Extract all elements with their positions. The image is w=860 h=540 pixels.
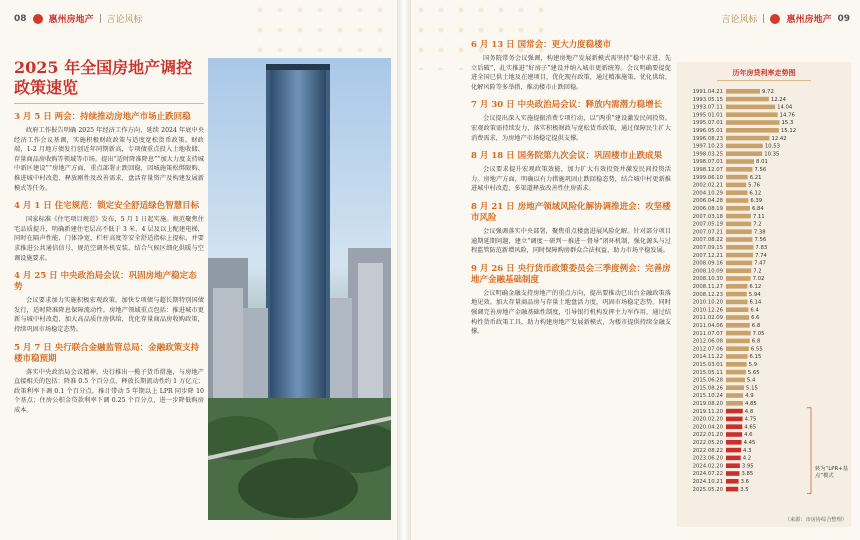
category-label: 2024.07.22 [692,471,723,478]
bar [726,440,742,445]
value-label: 5.4 [746,377,756,384]
value-label: 6.6 [751,315,760,322]
bar [726,261,752,266]
bar [726,292,747,297]
brand-name: 惠州房地产 [48,15,94,25]
section-body: 政府工作报告明确 2025 年经济工作方向，延续 2024 年底中央经济工作会议基调，实施积极财政政策与适度宽松货币政策。财政端，1-2 月地方债发行创近年同期新高，专项债重点投入土地收储、存量商品房收购等领域等市场。提出“适时降准降息”“加大力度支持城中新区建设”“房地产方面，重点部署止跌回稳，因城施策松绑限购、推进城中村改造、释放刚性及改善需求，盘活存量资产及构建发展新模式等任务。 [14,127,204,192]
skyline-illustration [208,58,391,520]
category-label: 2020.04.20 [692,424,723,431]
section-body: 会议要求提升宏观政策效能，加力扩大有效投资并激发民间投资活力。房地产方面，明确以有力措施巩固止跌回稳态势，结合城中村更新推进城中村改造，多渠道释放改善性住房需求。 [471,166,671,193]
bar-chart-plot [677,84,851,524]
bar [726,120,780,125]
category-label: 2025.05.20 [692,486,723,493]
value-label: 3.6 [740,479,750,485]
value-label: 5.9 [748,362,758,368]
city-skyline-photo [208,58,391,520]
section-heading: 4 月 25 日 中央政治局会议：巩固房地产稳定态势 [14,271,197,293]
bar [726,175,748,180]
bar [726,362,747,367]
bar [726,432,742,437]
category-label: 1998.07.01 [692,159,723,166]
page-title: 2025 年全国房地产调控政策速览 [14,58,193,97]
chart-title-divider [717,80,811,81]
category-label: 2015.05.11 [692,369,723,376]
left-header [14,12,143,25]
value-label: 6.84 [751,206,764,212]
value-label: 7.11 [752,213,765,220]
value-label: 15.3 [781,120,794,127]
value-label: 6.39 [750,198,763,205]
value-label: 6.8 [751,338,761,345]
category-label: 1991.04.21 [692,89,723,95]
bar [726,97,769,102]
mortgage-rate-chart [677,62,851,527]
value-label: 10.35 [764,151,780,158]
bar [726,206,750,211]
bar [726,323,750,328]
value-label: 6.4 [750,307,759,314]
section-block [14,112,204,193]
section-heading: 6 月 13 日 国常会：更大力度稳楼市 [471,40,612,50]
annotation-bracket [807,408,811,494]
bar [726,307,748,312]
value-label: 8.01 [756,159,768,166]
section-block [471,151,671,194]
section-heading: 5 月 7 日 央行联合金融监管总局：金融政策支持楼市稳预期 [14,342,200,364]
value-label: 5.65 [747,369,760,376]
value-label: 9.72 [762,89,774,95]
bar [726,463,740,468]
bar [726,105,775,110]
value-label: 15.12 [780,128,797,134]
bar [726,417,743,422]
value-label: 7.83 [755,245,768,251]
category-label: 2022.05.20 [692,440,723,446]
category-label: 2010.10.20 [692,299,723,306]
section-name: 言论风标 [721,15,758,25]
value-label: 5.76 [748,182,760,189]
bar [726,237,752,242]
brand-logo-icon [770,14,780,24]
section-heading: 9 月 26 日 央行货币政策委员会三季度例会：完善房地产金融基础制度 [471,263,671,285]
category-label: 2008.10.30 [692,276,723,283]
category-label: 2015.10.24 [692,393,723,400]
value-label: 7.74 [755,252,767,259]
bar [726,393,743,398]
category-label: 1996.08.23 [692,135,723,142]
bar [726,487,738,492]
value-label: 4.9 [745,393,754,400]
bar [726,229,752,234]
bar [726,128,779,133]
section-body: 会议要求加力实施积极宏观政策。加快专项债与超长期特别国债发行，适时降准降息保障流动性。房地产领域重点包括：推进城市更新与城中村改造，加大高品质住房供给，优化存量商品房收购政策，持续巩固市场稳定态势。 [14,297,204,333]
category-label: 2008.10.09 [692,268,723,275]
value-label: 6.21 [749,174,762,181]
value-label: 14.04 [777,104,793,111]
right-column [471,40,671,345]
section-body: 落实中央政治局会议精神，央行推出一揽子货币措施，与房地产直接相关的包括：降准 0.5 个百分点，释放长期流动性约 1 万亿元；政策利率下调 0.1 个百分点，推计带动 5 年期以上 LPR 同步降 10 个基点；住房公积金贷款利率下调 0.25 个百分点，进一步降低购房成本。 [14,368,204,414]
page-number: 08 [14,13,27,24]
bar [726,300,747,305]
page-number: 09 [837,13,850,24]
value-label: 7.47 [754,260,766,267]
category-label: 1993.05.15 [692,96,723,103]
value-label: 4.6 [744,432,753,439]
category-label: 2006.04.28 [692,198,723,205]
section-block [14,201,204,263]
value-label: 3.85 [741,471,754,478]
category-label: 2008.09.16 [692,260,723,267]
section-body: 国务院常务会议强调，构建房地产发展新模式需坚持“稳中求进、先立后破”，扎实推进“好房子”建设并纳入城市更新统筹。会议明确要提促进全国已供土地及在建项目，优化现有政策，通过精准施策、优化供给、化解风险等多举措，推动楼市止跌回稳。 [471,55,671,91]
bar [726,89,760,94]
section-heading: 8 月 18 日 国务院第九次会议：巩固楼市止跌成果 [471,151,663,162]
value-label: 6.12 [749,284,762,290]
section-body: 国家标准《住宅项目规范》发布，5 月 1 日起实施。规范聚焦住宅品质提升，明确新建住宅层高不低于 3 米、4 层及以上配建电梯，同时在隔声性能、门体净宽、栏杆高度等安全舒适指标上提标，并要求推进公共通信信号、规范空调外机安装、结合气候区细化供暖与空调设施要求。 [14,216,204,262]
category-label: 2007.05.19 [692,221,723,228]
value-label: 7.02 [752,276,765,283]
value-label: 7.38 [753,229,766,236]
bar [726,315,749,320]
value-label: 6.8 [751,323,761,329]
category-label: 2007.09.15 [692,245,723,251]
category-label: 1993.07.11 [692,104,723,111]
bar [726,456,741,461]
bar [726,354,748,359]
right-header [721,12,850,25]
value-label: 6.12 [749,190,762,197]
bar [726,331,751,336]
category-label: 2002.02.21 [692,182,723,189]
bar [726,284,747,289]
bar [726,479,739,484]
category-label: 1998.03.25 [692,151,723,158]
value-label: 4.3 [743,447,752,454]
section-heading: 4 月 1 日 住宅规范：锁定安全舒适绿色智慧目标 [14,201,200,212]
category-label: 2015.03.01 [692,362,723,368]
value-label: 10.53 [764,143,781,150]
bar [726,253,753,258]
right-page [411,0,860,540]
category-label: 2007.08.22 [692,237,723,244]
value-label: 4.65 [744,424,757,431]
category-label: 1998.12.07 [692,167,723,173]
category-label: 2024.02.20 [692,463,723,470]
chart-annotation: 转为“LPR+基点”模式 [815,466,848,479]
category-label: 2022.01.20 [692,432,723,439]
category-label: 2007.07.21 [692,229,723,236]
title-divider [14,103,204,104]
bar [726,136,769,141]
value-label: 7.56 [754,167,767,173]
category-label: 2019.11.20 [692,408,723,415]
category-label: 2020.02.20 [692,416,723,423]
category-label: 2024.10.21 [692,479,723,485]
category-label: 2010.12.26 [692,307,723,314]
spread-gutter [397,0,411,540]
category-label: 2023.06.20 [692,455,723,462]
section-body: 会议提出深入实施提振消费专项行动，以“两重”建设激发民间投资。宏观政策需持续发力，落实积极财政与宽松货币政策，通过保障民生扩大消费需求，为房地产市场稳定提供支撑。 [471,115,671,142]
section-body: 会议强调落实中央部署，聚焦重点楼盘进展风险化解。针对部分项目逾期延期问题，建立“调度－研判－推进－督导”闭环机制，强化源头与过程监管防范新增风险，同时保障购房群众合法权益，助力市场平稳发展。 [471,227,671,255]
bar [726,385,744,390]
category-label: 2004.10.29 [692,190,723,197]
category-label: 2012.06.08 [692,338,723,345]
category-label: 2011.02.09 [692,315,723,322]
bar [726,159,754,164]
section-block [14,343,204,416]
brand-name: 惠州房地产 [786,15,832,25]
bar [726,245,753,250]
bar [726,276,751,281]
bar [726,409,743,414]
brand-logo-icon [33,14,43,24]
header-divider [763,14,764,23]
bar [726,190,747,195]
bar [726,401,743,406]
bar [726,167,752,172]
value-label: 3.5 [740,486,749,493]
category-label: 2014.11.22 [692,354,723,361]
value-label: 12.42 [771,135,787,142]
category-label: 2015.08.26 [692,385,723,392]
bar [726,268,751,273]
section-heading: 8 月 21 日 房地产领域风险化解协调推进会：攻坚楼市风险 [471,201,671,223]
bar [726,151,762,156]
category-label: 2015.06.28 [692,377,723,384]
left-column [14,112,204,423]
bar [726,471,739,476]
value-label: 6.14 [749,299,762,306]
value-label: 4.2 [742,455,752,462]
value-label: 5.15 [746,385,758,392]
category-label: 2006.08.19 [692,206,723,212]
bar [726,222,751,227]
value-label: 5.94 [748,291,761,298]
value-label: 4.85 [744,401,757,407]
bar [726,214,751,219]
section-block [471,100,671,143]
bar [726,198,748,203]
category-label: 2007.12.21 [692,252,723,259]
header-divider [100,14,101,23]
bar [726,339,750,344]
value-label: 4.8 [744,408,754,415]
left-page [0,0,397,540]
category-label: 1996.05.01 [692,128,723,134]
section-block [471,264,671,337]
category-label: 2011.04.06 [692,323,723,329]
category-label: 1995.07.01 [692,120,723,127]
category-label: 2019.08.20 [692,401,723,407]
value-label: 6.55 [750,346,763,353]
value-label: 3.95 [741,463,754,470]
category-label: 2022.08.22 [692,447,723,454]
bar [726,448,741,453]
chart-source: （来源：市房协综合整理） [784,517,847,523]
value-label: 14.76 [779,112,795,119]
chart-title: 历年房贷利率走势图 [732,68,796,77]
value-label: 7.56 [754,237,767,244]
category-label: 1995.01.01 [692,112,723,119]
section-block [14,271,204,334]
category-label: 2008.12.23 [692,291,723,298]
bar [726,346,749,351]
value-label: 4.75 [744,416,757,423]
value-label: 12.24 [770,96,787,103]
category-label: 2007.03.18 [692,213,723,220]
bar [726,183,746,188]
bar [726,370,746,375]
category-label: 2008.11.27 [692,284,723,290]
section-block [471,40,671,92]
section-block [471,202,671,256]
category-label: 2012.07.06 [692,346,723,353]
section-name: 言论风标 [106,15,143,25]
bar [726,144,763,149]
category-label: 1999.06.10 [692,174,723,181]
value-label: 7.05 [752,330,765,337]
bar [726,378,745,383]
value-label: 7.2 [753,268,762,275]
bar [726,424,742,429]
category-label: 2011.07.07 [692,330,723,337]
section-body: 会议明确金融支持房地产的重点方向，提出要推动已出台金融政策落地见效。加大存量商品房与存量土地盘活力度，巩固市场稳定态势。同时强调完善房地产金融基础性制度，引导银行机构发挥主力军作用，通过结构性货币政策工具，助力构建房地产发展新模式，为楼市提供持续金融支撑。 [471,289,671,336]
category-label: 1997.10.23 [692,143,723,150]
section-heading: 3 月 5 日 两会：持续推动房地产市场止跌回稳 [14,112,191,122]
value-label: 6.15 [749,354,762,361]
value-label: 4.45 [743,440,756,446]
section-heading: 7 月 30 日 中央政治局会议：释放内需潜力稳增长 [471,100,663,111]
bar [726,112,778,117]
value-label: 7.2 [753,221,762,228]
